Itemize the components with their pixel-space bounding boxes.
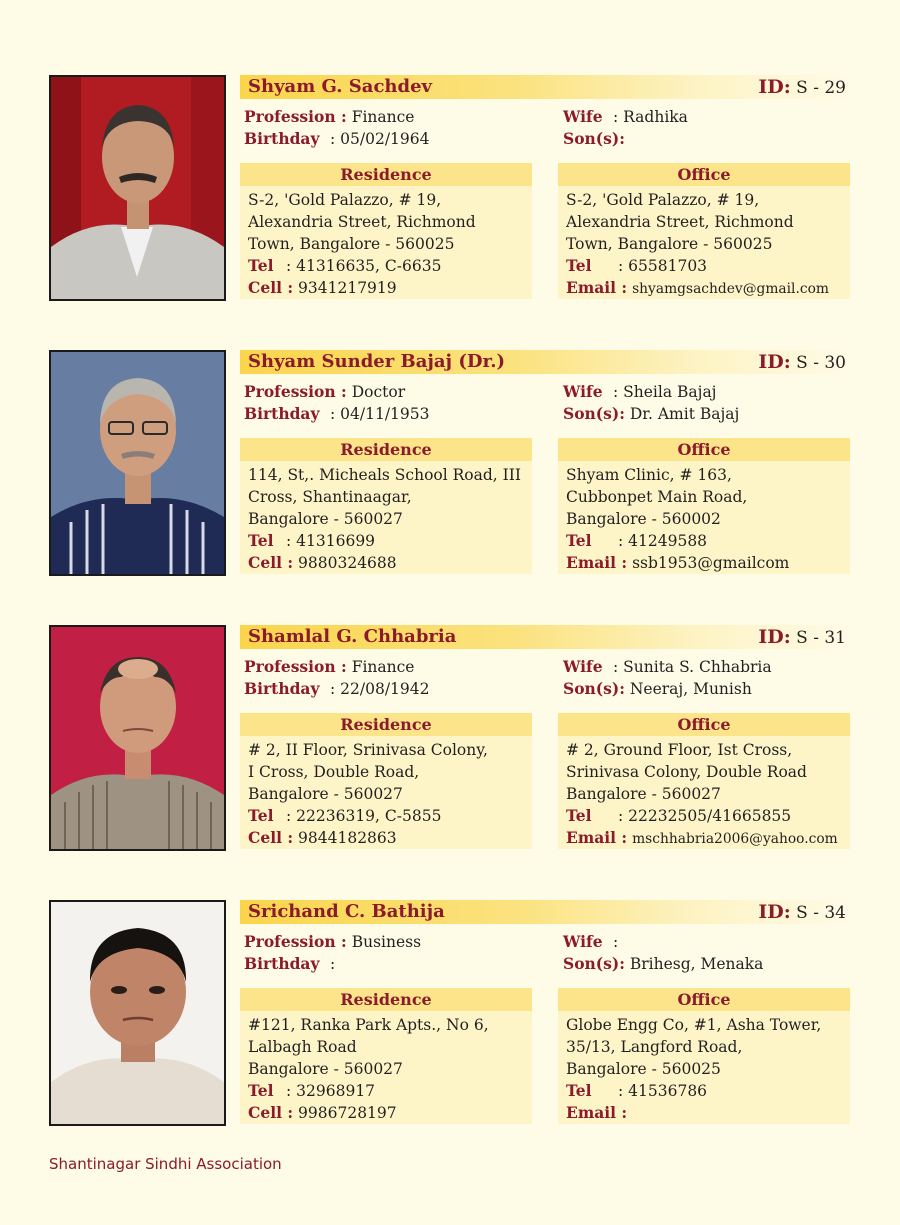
tel-row: Tel : 41316635, C-6635 [248,256,442,275]
residence-panel [240,163,532,299]
address-line: Lalbagh Road [248,1038,357,1056]
member-photo [49,75,226,301]
address-line: 35/13, Langford Road, [566,1038,743,1056]
name-bar [240,75,850,99]
address-line: Bangalore - 560027 [248,1060,403,1078]
residence-panel [240,988,532,1124]
residence-heading: Residence [240,163,532,186]
office-heading: Office [558,438,850,461]
address-line: Bangalore - 560025 [566,1060,721,1078]
member-id: ID: S - 30 [758,351,846,373]
address-line: Globe Engg Co, #1, Asha Tower, [566,1016,822,1034]
birthday-row: Birthday : 22/08/1942 [244,679,430,698]
birthday-row: Birthday : 04/11/1953 [244,404,430,423]
name-bar [240,350,850,374]
wife-row: Wife : Sheila Bajaj [563,382,717,401]
residence-heading: Residence [240,438,532,461]
member-photo [49,625,226,851]
member-id: ID: S - 29 [758,76,846,98]
sons-row: Son(s): Dr. Amit Bajaj [563,404,740,423]
address-line: Bangalore - 560002 [566,510,721,528]
sons-row: Son(s): Neeraj, Munish [563,679,752,698]
wife-row: Wife : [563,932,619,951]
office-heading: Office [558,713,850,736]
address-line: Alexandria Street, Richmond [566,213,794,231]
email-row: Email : [566,1103,628,1122]
tel-row: Tel : 22232505/41665855 [566,806,792,825]
profession-row: Profession : Doctor [244,382,406,401]
email-row: Email : shyamgsachdev@gmail.com [566,278,829,297]
member-id: ID: S - 31 [758,626,846,648]
cell-row: Cell : 9844182863 [248,828,397,847]
footer-association-name: Shantinagar Sindhi Association [49,1155,282,1173]
name-bar [240,900,850,924]
address-line: S-2, 'Gold Palazzo, # 19, [566,191,760,209]
tel-row: Tel : 41536786 [566,1081,708,1100]
member-name: Shyam Sunder Bajaj (Dr.) [248,351,506,372]
address-line: Bangalore - 560027 [566,785,721,803]
member-id: ID: S - 34 [758,901,846,923]
cell-row: Cell : 9880324688 [248,553,397,572]
email-row: Email : ssb1953@gmailcom [566,553,790,572]
tel-row: Tel : 22236319, C-5855 [248,806,442,825]
address-line: #121, Ranka Park Apts., No 6, [248,1016,489,1034]
residence-heading: Residence [240,713,532,736]
office-panel [558,163,850,299]
address-line: Srinivasa Colony, Double Road [566,763,807,781]
address-line: Alexandria Street, Richmond [248,213,476,231]
member-name: Shyam G. Sachdev [248,76,432,97]
sons-row: Son(s): Brihesg, Menaka [563,954,764,973]
tel-row: Tel : 65581703 [566,256,708,275]
address-line: # 2, II Floor, Srinivasa Colony, [248,741,488,759]
tel-row: Tel : 41249588 [566,531,708,550]
member-entry-1 [0,75,900,305]
birthday-row: Birthday : 05/02/1964 [244,129,430,148]
residence-panel [240,713,532,849]
member-entry-4 [0,900,900,1130]
wife-row: Wife : Radhika [563,107,688,126]
address-line: Cross, Shantinaagar, [248,488,412,506]
residence-heading: Residence [240,988,532,1011]
address-line: Bangalore - 560027 [248,510,403,528]
sons-row: Son(s): [563,129,625,148]
address-line: Cubbonpet Main Road, [566,488,748,506]
tel-row: Tel : 41316699 [248,531,376,550]
office-heading: Office [558,988,850,1011]
wife-row: Wife : Sunita S. Chhabria [563,657,772,676]
profession-row: Profession : Business [244,932,422,951]
member-photo [49,900,226,1126]
profession-row: Profession : Finance [244,107,415,126]
cell-row: Cell : 9986728197 [248,1103,397,1122]
address-line: Shyam Clinic, # 163, [566,466,732,484]
office-heading: Office [558,163,850,186]
tel-row: Tel : 32968917 [248,1081,376,1100]
office-panel [558,988,850,1124]
address-line: Town, Bangalore - 560025 [566,235,773,253]
residence-panel [240,438,532,574]
address-line: Bangalore - 560027 [248,785,403,803]
profession-row: Profession : Finance [244,657,415,676]
member-name: Srichand C. Bathija [248,901,445,922]
office-panel [558,438,850,574]
cell-row: Cell : 9341217919 [248,278,397,297]
address-line: 114, St,. Micheals School Road, III [248,466,522,484]
member-photo [49,350,226,576]
address-line: I Cross, Double Road, [248,763,420,781]
office-panel [558,713,850,849]
birthday-row: Birthday : [244,954,336,973]
member-entry-3 [0,625,900,855]
address-line: Town, Bangalore - 560025 [248,235,455,253]
name-bar [240,625,850,649]
member-entry-2 [0,350,900,580]
address-line: # 2, Ground Floor, Ist Cross, [566,741,793,759]
member-name: Shamlal G. Chhabria [248,626,457,647]
address-line: S-2, 'Gold Palazzo, # 19, [248,191,442,209]
email-row: Email : mschhabria2006@yahoo.com [566,828,838,847]
